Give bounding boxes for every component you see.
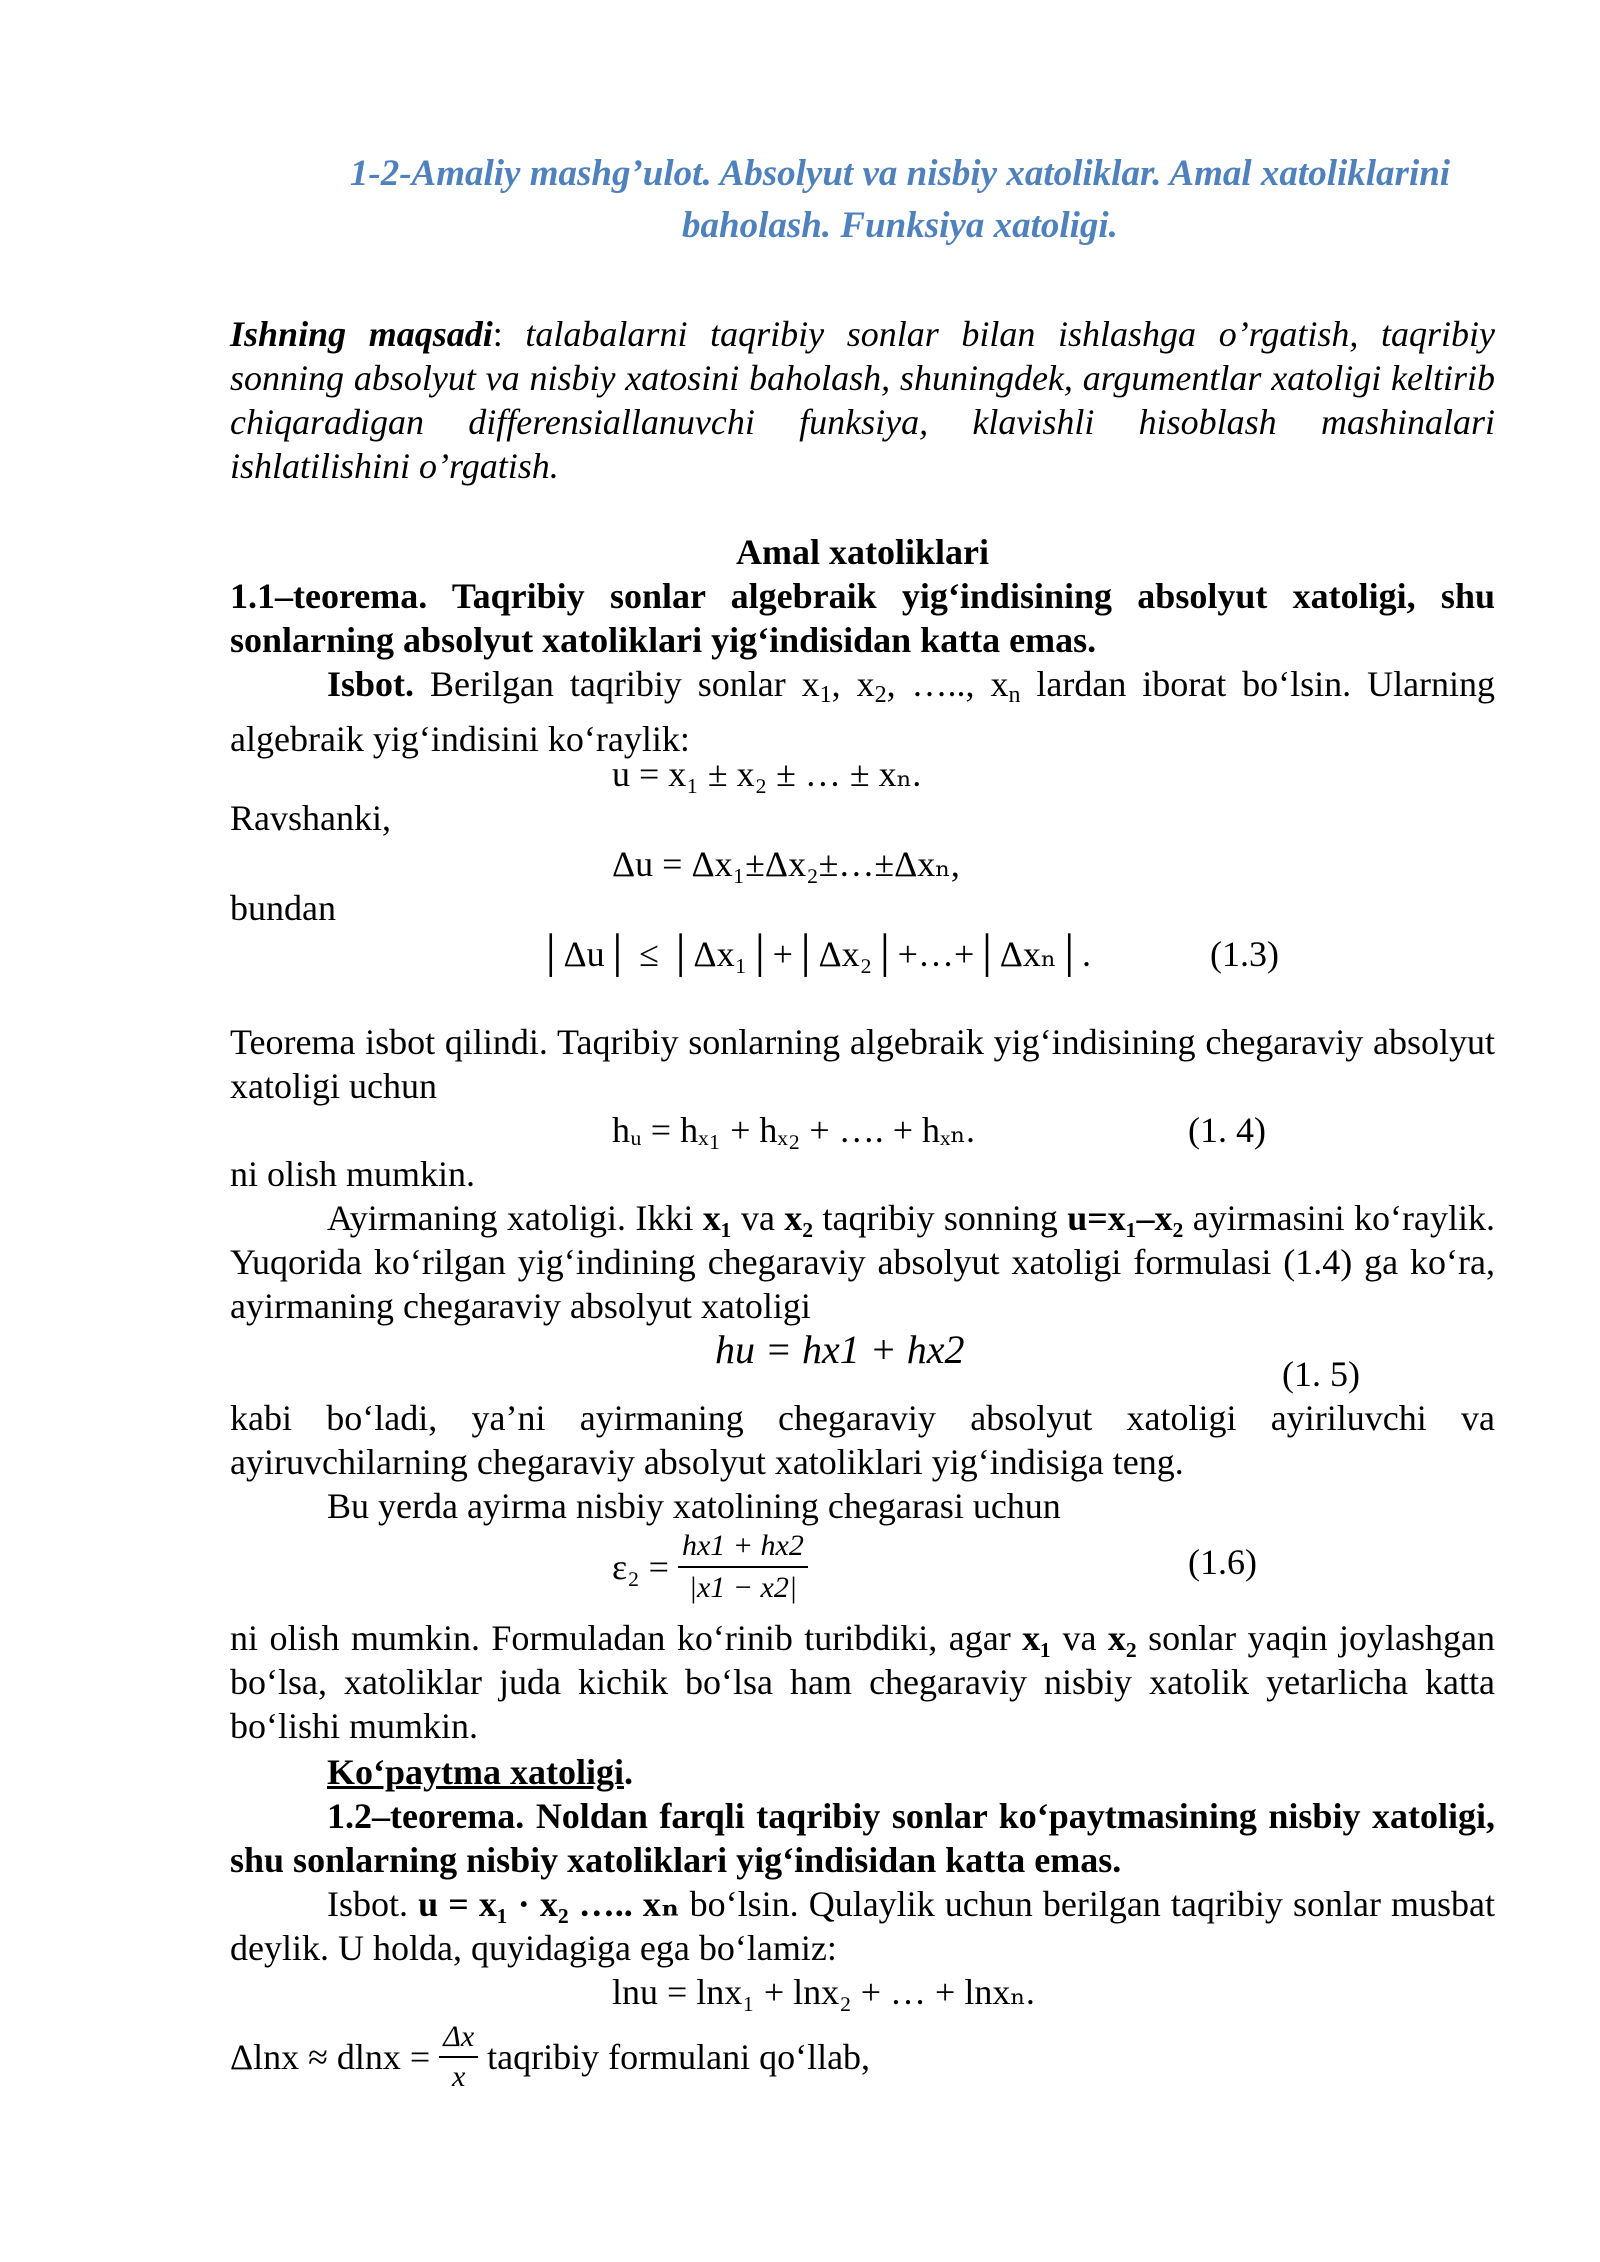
difference-u: u=x₁–x₂ <box>1067 1198 1184 1238</box>
page-title <box>300 148 1500 252</box>
proof-1-text-b: lardan iborat bo‘lsin. Ularning algebraik yig‘indisini ko‘raylik: <box>230 664 1496 759</box>
difference-paragraph <box>230 1196 1495 1328</box>
epsilon-numerator: hx1 + hx2 <box>678 1528 808 1568</box>
ravshanki-text: Ravshanki, <box>230 798 391 838</box>
formula-text-a: ni olish mumkin. Formuladan ko‘rinib turibdiki, agar <box>230 1618 1011 1658</box>
bu-yerda-text: Bu yerda ayirma nisbiy xatolining chegarasi uchun <box>327 1486 1061 1526</box>
last-line-lhs: Δlnx ≈ dlnx = <box>230 2037 431 2077</box>
dx-over-x-fraction <box>439 2020 478 2094</box>
equation-delta: Δu = Δx₁±Δx₂±…±Δxₙ, <box>612 844 960 884</box>
proof-2-expression: u = x₁ · x₂ ….. xₙ <box>418 1884 680 1924</box>
equation-epsilon <box>612 1528 808 1606</box>
product-heading <box>327 1750 633 1794</box>
title-line-1: 1-2-Amaliy mashg’ulot. Absolyut va nisbiy xatoliklar. Amal xatoliklarini <box>349 153 1451 194</box>
equation-h: hᵤ = hₓ₁ + hₓ₂ + …. + hₓₙ. <box>612 1110 976 1150</box>
title-line-2: baholash. Funksiya xatoligi. <box>682 205 1118 246</box>
equation-number-1-4: (1. 4) <box>1188 1110 1266 1150</box>
equation-number-1-5: (1. 5) <box>1282 1354 1360 1394</box>
difference-text-a: Ayirmaning xatoligi. Ikki <box>327 1198 694 1238</box>
proof-1: Isbot. Berilgan taqribiy sonlar $x_1$, $x_2$, ….., $x_n$ lardan iborat bo‘lsin. Ularning algebraik yig‘indisini ko‘raylik: <box>230 664 1496 759</box>
equation-ln: lnu = lnx₁ + lnx₂ + … + lnxₙ. <box>612 1972 1035 2012</box>
theorem-1: 1.1–teorema. Taqribiy sonlar algebraik yig‘indisining absolyut xatoligi, shu sonlarning absolyut xatoliklari yig‘indisidan katta emas. <box>230 576 1495 660</box>
formula-va: va <box>1062 1618 1097 1658</box>
goal-label: Ishning maqsadi <box>230 314 493 354</box>
difference-va: va <box>740 1198 775 1238</box>
difference-text-b: taqribiy sonning <box>822 1198 1058 1238</box>
proof-2 <box>230 1882 1495 1970</box>
goal-colon: : <box>492 314 503 354</box>
equation-hu <box>715 1328 965 1372</box>
section-heading: Amal xatoliklari <box>736 532 989 572</box>
proof-1-label: Isbot. <box>327 664 415 704</box>
last-line <box>230 2020 870 2094</box>
formula-x2: x₂ <box>1107 1618 1137 1658</box>
equation-number-1-3: (1.3) <box>1210 934 1279 974</box>
last-line-text: taqribiy formulani qo‘llab, <box>487 2037 871 2077</box>
bundan-text: bundan <box>230 888 336 928</box>
formula-text-b: sonlar yaqin joylashgan bo‘lsa, xatoliklar juda kichik bo‘lsa ham chegaraviy nisbiy xatolik yetarlicha katta bo‘lishi mumkin. <box>230 1618 1496 1746</box>
equation-abs: │Δu│ ≤ │Δx₁│+│Δx₂│+…+│Δxₙ│. <box>538 934 1091 974</box>
epsilon-fraction <box>678 1528 808 1606</box>
epsilon-lhs: ε₂ = <box>612 1547 669 1587</box>
product-heading-text: Ko‘paytma xatoligi <box>327 1752 624 1792</box>
fraction-denominator: x <box>452 2060 466 2093</box>
fraction-numerator: Δx <box>439 2020 478 2058</box>
theorem-proved-paragraph: Teorema isbot qilindi. Taqribiy sonlarning algebraik yig‘indisining chegaraviy absolyut xatoligi uchun <box>230 1022 1495 1106</box>
proof-2-text: bo‘lsin. Qulaylik uchun berilgan taqribiy sonlar musbat deylik. U holda, quyidagiga ega bo‘lamiz: <box>230 1884 1496 1968</box>
goal-text: talabalarni taqribiy sonlar bilan ishlashga o’rgatish, taqribiy sonning absolyut va nisbiy xatosini baholash, shuningdek, argumentlar xatoligi keltirib chiqaradigan differensiallanuvchi funksiya, klavishli hisoblash mashinalari ishlatilishini o’rgatish. <box>230 314 1496 486</box>
goal-paragraph <box>230 312 1495 488</box>
equation-number-1-6: (1.6) <box>1188 1542 1257 1582</box>
difference-text-c: ayirmasini ko‘raylik. Yuqorida ko‘rilgan yig‘indining chegaraviy absolyut xatoligi formulasi (1.4) ga ko‘ra, ayirmaning chegaraviy absolyut xatoligi <box>230 1198 1495 1326</box>
formula-paragraph <box>230 1616 1495 1748</box>
proof-2-label: Isbot. <box>327 1884 408 1924</box>
product-heading-dot: . <box>623 1752 633 1792</box>
kabi-paragraph: kabi bo‘ladi, ya’ni ayirmaning chegaraviy absolyut xatoligi ayiriluvchi va ayiruvchilarning chegaraviy absolyut xatoliklari yig‘indisiga teng. <box>230 1398 1495 1482</box>
formula-x1: x₁ <box>1022 1618 1051 1658</box>
epsilon-denominator: |x1 − x2| <box>688 1571 798 1604</box>
equation-hu-text: hu = hx1 + hx2 <box>715 1327 965 1372</box>
difference-x1: x₁ <box>702 1198 732 1238</box>
equation-sum: u = x₁ ± x₂ ± … ± xₙ. <box>612 754 922 794</box>
difference-x2: x₂ <box>784 1198 814 1238</box>
theorem-2: 1.2–teorema. Noldan farqli taqribiy sonlar ko‘paytmasining nisbiy xatoligi, shu sonlarning nisbiy xatoliklari yig‘indisidan katta emas. <box>230 1796 1495 1880</box>
ni-olish-text: ni olish mumkin. <box>230 1154 476 1194</box>
proof-1-text-a: Berilgan taqribiy sonlar x <box>429 664 820 704</box>
